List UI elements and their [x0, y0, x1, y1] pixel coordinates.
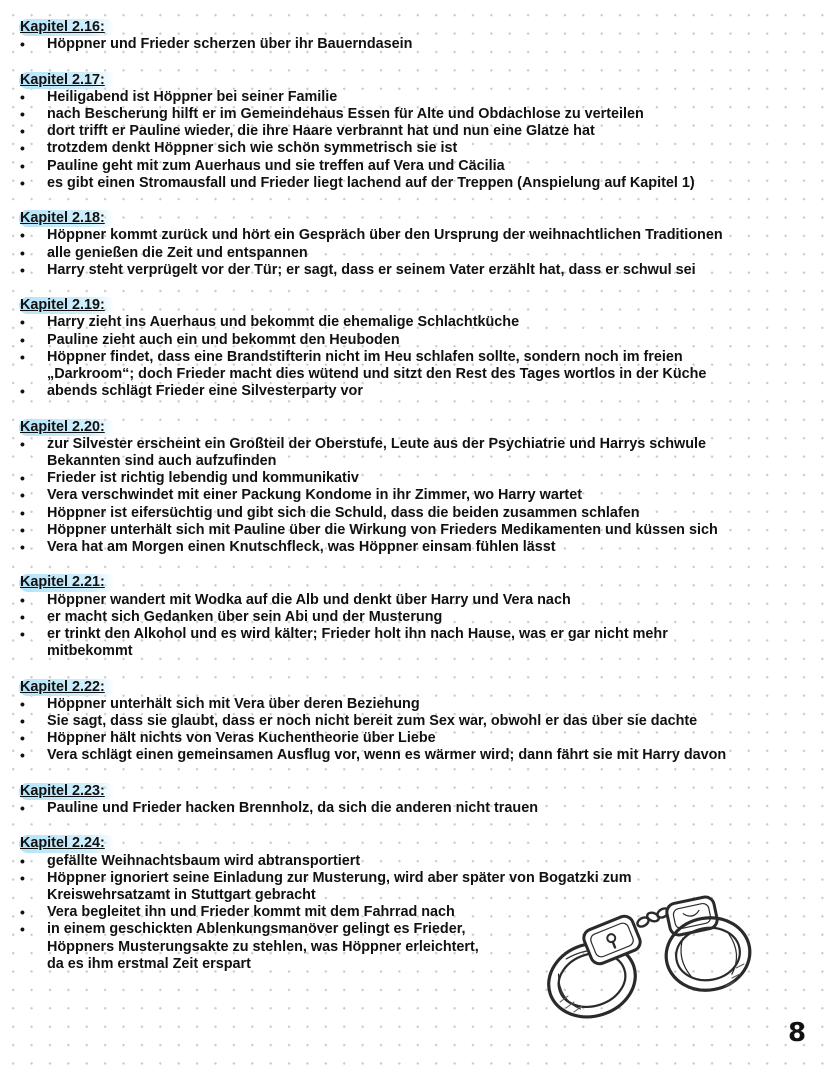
right-lock [665, 895, 719, 936]
left-lock [581, 914, 643, 967]
chapter-heading: Kapitel 2.22: [19, 679, 115, 696]
bullet-list [20, 36, 810, 53]
bullet-item: • in einem geschickten Ablenkungsmanöver gelingt es Frieder, Höppners Musterungsakte zu stehlen, was Höppner erleichtert, da es ihm erstmal Zeit erspart [20, 921, 810, 973]
chapter-heading: Kapitel 2.20: [19, 419, 115, 436]
chapter-section [20, 573, 810, 660]
bullet-list [20, 314, 810, 400]
bullet-item: • nach Bescherung hilft er im Gemeindehaus Essen für Alte und Obdachlose zu verteilen [20, 106, 810, 123]
chapter-heading: Kapitel 2.16: [19, 19, 115, 36]
bullet-item: • Heiligabend ist Höppner bei seiner Familie [20, 89, 810, 106]
chapter-section [20, 782, 810, 817]
chapter-heading: Kapitel 2.18: [19, 210, 115, 227]
bullet-item: • Harry zieht ins Auerhaus und bekommt die ehemalige Schlachtküche [20, 314, 810, 331]
bullet-list [20, 89, 810, 192]
bullet-item: • er trinkt den Alkohol und es wird kälter; Frieder holt ihn nach Hause, was er gar nicht mehr mitbekommt [20, 626, 810, 660]
page-number: 8 [788, 1018, 807, 1048]
chapter-section [20, 209, 810, 279]
bullet-item: • Höppner unterhält sich mit Vera über deren Beziehung [20, 696, 810, 713]
bullet-item: • Vera begleitet ihn und Frieder kommt mit dem Fahrrad nach [20, 904, 810, 921]
handcuffs-icon [540, 884, 762, 1034]
bullet-item: • Höppner ist eifersüchtig und gibt sich die Schuld, dass die beiden zusammen schlafen [20, 505, 810, 522]
bullet-item: • Höppner wandert mit Wodka auf die Alb und denkt über Harry und Vera nach [20, 592, 810, 609]
chapter-heading: Kapitel 2.21: [19, 574, 115, 591]
chapter-summary-list [20, 18, 810, 990]
bullet-item: • es gibt einen Stromausfall und Frieder liegt lachend auf der Treppen (Anspielung auf Kapitel 1) [20, 175, 810, 192]
bullet-item: • Höppner hält nichts von Veras Kuchentheorie über Liebe [20, 730, 810, 747]
bullet-item: • Frieder ist richtig lebendig und kommunikativ [20, 470, 810, 487]
bullet-item: • Pauline zieht auch ein und bekommt den Heuboden [20, 332, 810, 349]
bullet-item: • abends schlägt Frieder eine Silvesterparty vor [20, 383, 810, 400]
bullet-list [20, 227, 810, 279]
bullet-item: • Höppner kommt zurück und hört ein Gespräch über den Ursprung der weihnachtlichen Traditionen [20, 227, 810, 244]
bullet-list [20, 696, 810, 765]
bullet-item: • Höppner findet, dass eine Brandstifterin nicht im Heu schlafen sollte, sondern noch im freien „Darkroom“; doch Frieder macht dies wütend und sitzt den Rest des Tages wortlos in der Küche [20, 349, 810, 383]
bullet-list [20, 436, 810, 556]
bullet-item: • zur Silvester erscheint ein Großteil der Oberstufe, Leute aus der Psychiatrie und Harrys schwule Bekannten sind auch aufzufinden [20, 436, 810, 470]
chapter-heading: Kapitel 2.19: [19, 297, 115, 314]
bullet-item: • Vera verschwindet mit einer Packung Kondome in ihr Zimmer, wo Harry wartet [20, 487, 810, 504]
bullet-list [20, 592, 810, 661]
bullet-item: • Vera schlägt einen gemeinsamen Ausflug vor, wenn es wärmer wird; dann fährt sie mit Harry davon [20, 747, 810, 764]
bullet-item: • dort trifft er Pauline wieder, die ihre Haare verbrannt hat und nun eine Glatze hat [20, 123, 810, 140]
chapter-section [20, 18, 810, 53]
bullet-item: • Vera hat am Morgen einen Knutschfleck, was Höppner einsam fühlen lässt [20, 539, 810, 556]
bullet-item: • Höppner ignoriert seine Einladung zur Musterung, wird aber später von Bogatzki zum Kreiswehrsatzamt in Stuttgart gebracht [20, 870, 810, 904]
chapter-heading: Kapitel 2.24: [19, 835, 115, 852]
chapter-section [20, 71, 810, 192]
chapter-section [20, 678, 810, 765]
bullet-item: • gefällte Weihnachtsbaum wird abtransportiert [20, 853, 810, 870]
bullet-item: • alle genießen die Zeit und entspannen [20, 245, 810, 262]
bullet-item: • Höppner unterhält sich mit Pauline über die Wirkung von Frieders Medikamenten und küssen sich [20, 522, 810, 539]
bullet-item: • er macht sich Gedanken über sein Abi und der Musterung [20, 609, 810, 626]
chapter-heading: Kapitel 2.17: [19, 72, 115, 89]
chapter-section [20, 418, 810, 557]
bullet-item: • Pauline geht mit zum Auerhaus und sie treffen auf Vera und Cäcilia [20, 158, 810, 175]
bullet-list [20, 800, 810, 817]
bullet-item: • Harry steht verprügelt vor der Tür; er sagt, dass er seinem Vater erzählt hat, dass er schwul sei [20, 262, 810, 279]
bullet-item: • trotzdem denkt Höppner sich wie schön symmetrisch sie ist [20, 140, 810, 157]
bullet-item: • Sie sagt, dass sie glaubt, dass er noch nicht bereit zum Sex war, obwohl er das über sie dachte [20, 713, 810, 730]
chain [636, 907, 670, 929]
chapter-heading: Kapitel 2.23: [19, 783, 115, 800]
bullet-item: • Pauline und Frieder hacken Brennholz, da sich die anderen nicht trauen [20, 800, 810, 817]
chapter-section [20, 296, 810, 400]
bullet-item: • Höppner und Frieder scherzen über ihr Bauerndasein [20, 36, 810, 53]
